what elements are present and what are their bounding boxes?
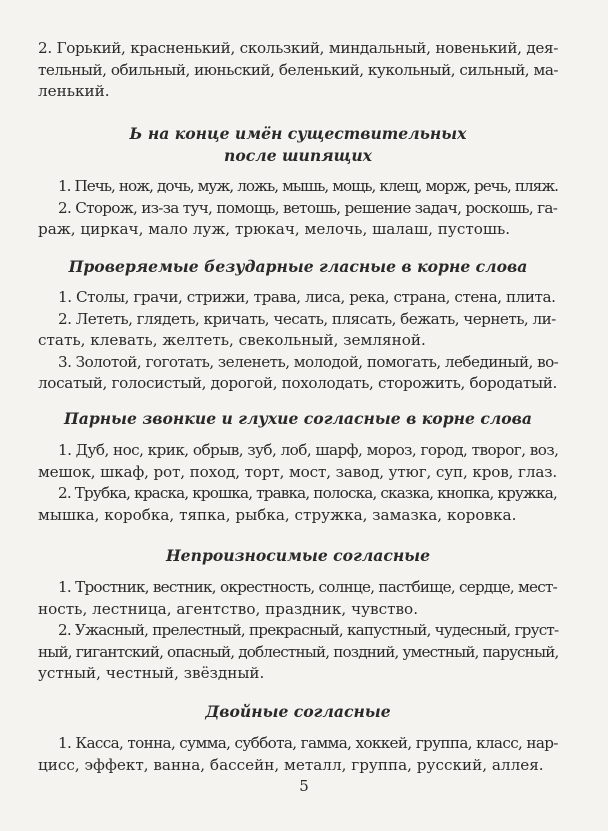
- text-line: мешок, шкаф, рот, поход, торт, мост, завод, утюг, суп, кров, глаз.: [38, 462, 558, 481]
- paragraph-paired-consonants: [38, 440, 558, 526]
- text-line: 1. Тростник, вестник, окрестность, солнце, пастбище, сердце, мест-: [58, 578, 558, 596]
- text-line: устный, честный, звёздный.: [38, 664, 265, 683]
- text-line: 1. Касса, тонна, сумма, суббота, гамма, хоккей, группа, класс, нар-: [58, 734, 558, 752]
- text-line: мышка, коробка, тяпка, рыбка, стружка, замазка, коровка.: [38, 505, 517, 524]
- section-heading-unstressed-vowels: [38, 256, 558, 278]
- section-heading-double-consonants: [38, 701, 558, 723]
- heading-line: Непроизносимые согласные: [165, 546, 431, 565]
- text-line: 1. Печь, нож, дочь, муж, ложь, мышь, мощь, клещ, морж, речь, пляж.: [58, 177, 558, 195]
- text-line: 1. Столы, грачи, стрижи, трава, лиса, река, страна, стена, плита.: [58, 288, 556, 306]
- text-line: 2. Горький, красненький, скользкий, миндальный, новенький, дея-: [38, 39, 558, 57]
- text-line: ность, лестница, агентство, праздник, чувство.: [38, 599, 419, 618]
- paragraph-soft-sign-nouns: [38, 176, 558, 241]
- heading-line: Проверяемые безударные гласные в корне слова: [68, 257, 528, 276]
- text-line: 2. Ужасный, прелестный, прекрасный, капустный, чудесный, груст-: [58, 621, 559, 640]
- text-line: ный, гигантский, опасный, доблестный, поздний, уместный, парусный,: [38, 642, 559, 661]
- paragraph-silent-consonants: [38, 577, 558, 685]
- section-heading-silent-consonants: [38, 545, 558, 567]
- text-line: цисс, эффект, ванна, бассейн, металл, группа, русский, аллея.: [38, 755, 544, 774]
- text-line: 2. Трубка, краска, крошка, травка, полоска, сказка, кнопка, кружка,: [58, 484, 557, 503]
- heading-line: после шипящих: [224, 145, 372, 165]
- paragraph-adjectives-soft-sign: [38, 38, 558, 103]
- text-line: 2. Сторож, из-за туч, помощь, ветошь, решение задач, роскошь, га-: [58, 198, 558, 217]
- heading-line: Двойные согласные: [205, 702, 391, 721]
- text-line: 3. Золотой, гоготать, зеленеть, молодой, помогать, лебединый, во-: [58, 352, 559, 371]
- text-line: ленький.: [38, 82, 110, 101]
- section-heading-paired-consonants: [38, 408, 558, 430]
- text-line: тельный, обильный, июньский, беленький, кукольный, сильный, ма-: [38, 60, 558, 79]
- section-heading-soft-sign-after-sibilants: [38, 123, 558, 166]
- paragraph-unstressed-vowels: [38, 287, 558, 395]
- heading-line: Парные звонкие и глухие согласные в корне слова: [64, 409, 532, 428]
- text-line: раж, циркач, мало луж, трюкач, мелочь, шалаш, пустошь.: [38, 220, 511, 239]
- paragraph-double-consonants: [38, 733, 558, 776]
- text-line: 2. Лететь, глядеть, кричать, чесать, плясать, бежать, чернеть, ли-: [58, 309, 556, 328]
- heading-line: Ь на конце имён существительных: [129, 124, 467, 143]
- text-line: 1. Дуб, нос, крик, обрыв, зуб, лоб, шарф, мороз, город, творог, воз,: [58, 441, 559, 459]
- text-line: лосатый, голосистый, дорогой, похолодать, сторожить, бородатый.: [38, 374, 557, 393]
- page-number: 5: [299, 777, 309, 795]
- text-line: стать, клевать, желтеть, свекольный, земляной.: [38, 331, 426, 350]
